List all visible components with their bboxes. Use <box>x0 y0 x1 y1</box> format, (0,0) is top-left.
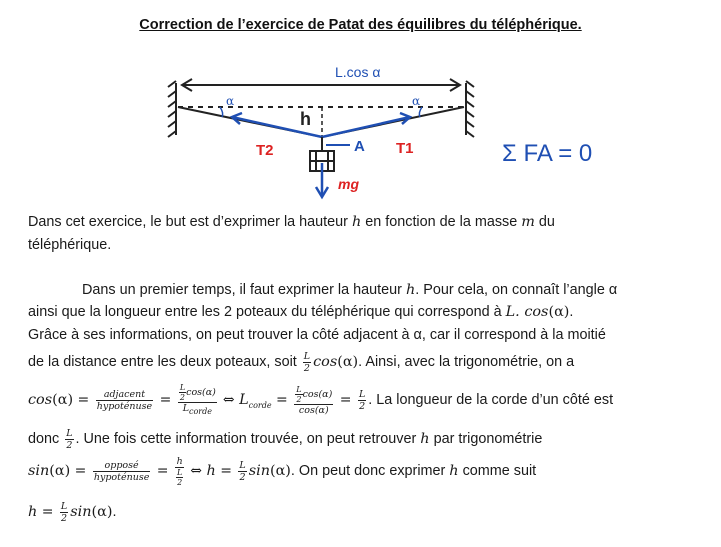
t1-label: T1 <box>396 140 414 157</box>
cable <box>178 107 464 137</box>
para2-line-2: ainsi que la longueur entre les 2 poteaux du téléphérique qui correspond à L. cos(α). <box>28 304 574 320</box>
weight-label: mg <box>338 176 359 192</box>
right-pole <box>466 81 474 137</box>
t2-label: T2 <box>256 142 274 159</box>
left-pole <box>168 81 176 137</box>
final-equation: h = $\frac{L}{2}$ sin(α). <box>28 500 117 524</box>
para2-line-3: Grâce à ses informations, on peut trouver la côté adjacent à α, car il correspond à la moitié <box>28 327 606 343</box>
para2-line-4: de la distance entre les deux poteaux, soit $\frac{L}{2}$ cos(α). Ainsi, avec la trigonométrie, on a <box>28 350 575 374</box>
corde-result-line: donc $\frac{L}{2}$ . Une fois cette information trouvée, on peut retrouver h par trigonométrie <box>28 427 543 451</box>
page-title: Correction de l’exercice de Patat des équilibres du téléphérique. <box>139 17 582 33</box>
length-arrow <box>182 79 460 91</box>
equilibrium-equation: Σ FA = 0 <box>502 140 593 167</box>
cable-car-diagram <box>160 55 620 205</box>
equation-sin: sin(α) = $\frac{\text{opposé}}{\text{hypoténuse}}$ = $\frac{h}{\frac{L}{2}}$ ⇔ h = $\frac{L}{2}$ sin(α). On peut donc exprimer h comme suit <box>28 455 537 487</box>
length-label: L.cos α <box>335 64 381 80</box>
height-label: h <box>300 109 311 129</box>
intro-line-2: téléphérique. <box>28 237 112 253</box>
para2-line-1: Dans un premier temps, il faut exprimer la hauteur h. Pour cela, on connaît l’angle α <box>82 282 618 298</box>
alpha-right: α <box>412 94 421 108</box>
weight-vector <box>316 163 328 197</box>
alpha-left: α <box>226 94 235 108</box>
intro-line-1: Dans cet exercice, le but est d’exprimer la hauteur h en fonction de la masse m du <box>28 214 555 230</box>
point-a-label: A <box>354 138 365 155</box>
equation-cos: cos(α) = $\frac{\text{adjacent}}{\text{hypoténuse}}$ = $\frac{L}{2}$ cos(α) $L_{corde}$ ⇔ $L_{corde}$ = $\frac{L}{2}$ cos(α) cos(α) = $\frac{L}{2}$ . La longueur de la corde d’un côté est <box>28 383 614 417</box>
